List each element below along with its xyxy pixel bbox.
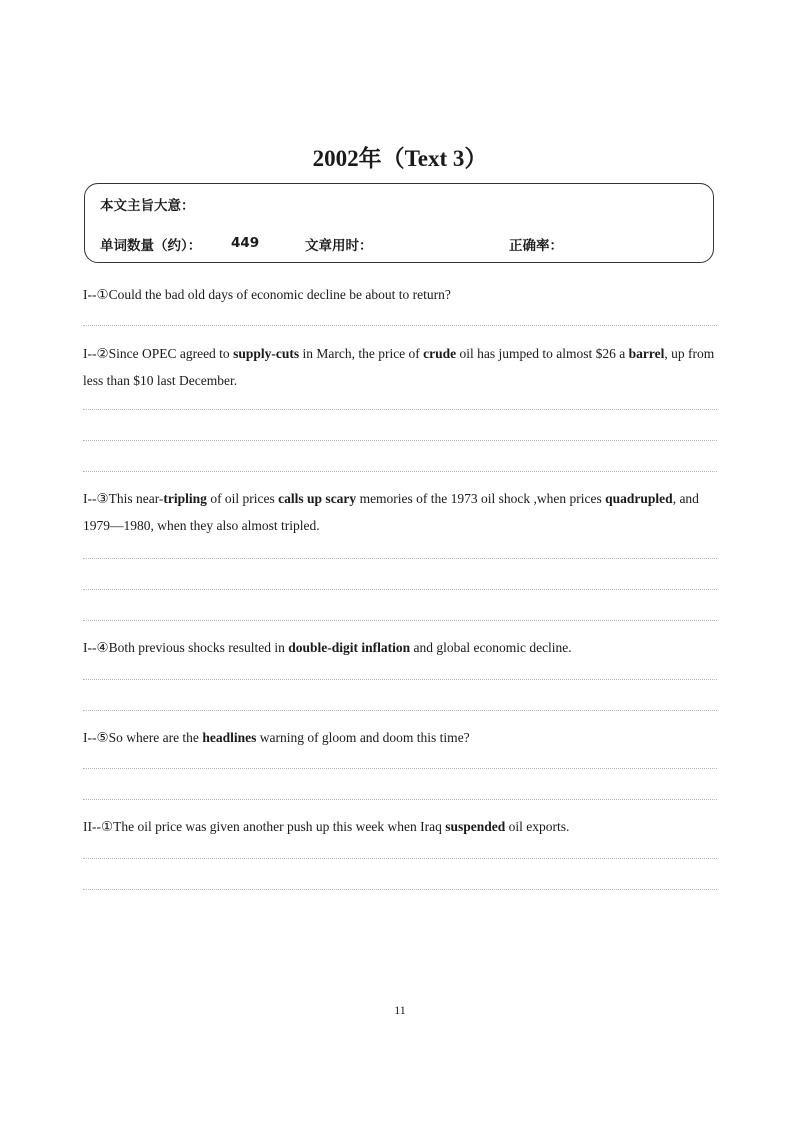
sentence-segment: I--②Since OPEC agreed to	[83, 346, 234, 361]
answer-line	[83, 325, 717, 326]
sentence-segment: I--④Both previous shocks resulted in	[83, 640, 289, 655]
answer-line	[83, 889, 717, 890]
sentence-segment: and global economic decline.	[410, 640, 572, 655]
word-count-label: 单词数量（约）：	[100, 238, 202, 254]
answer-line	[83, 799, 717, 800]
info-box	[84, 183, 714, 263]
answer-line	[83, 440, 717, 441]
vocab-bold: suspended	[445, 819, 506, 834]
sentence-segment: in March, the price of	[299, 346, 424, 361]
sentence-3	[83, 485, 718, 539]
answer-line	[83, 471, 717, 472]
page-title: 2002年（Text 3）	[312, 146, 488, 171]
vocab-bold: tripling	[163, 491, 207, 506]
answer-line	[83, 558, 717, 559]
word-count-value: 449	[231, 235, 260, 251]
answer-line	[83, 589, 717, 590]
answer-line	[83, 858, 717, 859]
sentence-segment: I--①Could the bad old days of economic decline be about to return?	[83, 287, 451, 302]
vocab-bold: double-digit inflation	[288, 640, 411, 655]
sentence-segment: of oil prices	[206, 491, 279, 506]
answer-line	[83, 710, 717, 711]
sentence-segment: oil has jumped to almost $26 a	[456, 346, 629, 361]
sentence-segment: , up from less than $10 last December.	[83, 346, 715, 388]
vocab-bold: supply-cuts	[233, 346, 300, 361]
sentence-1	[83, 281, 718, 308]
sentence-segment: I--⑤So where are the	[83, 730, 203, 745]
answer-line	[83, 768, 717, 769]
sentence-segment: oil exports.	[505, 819, 570, 834]
sentence-segment: memories of the 1973 oil shock ,when prices	[356, 491, 606, 506]
sentence-segment: I--③This near-	[83, 491, 164, 506]
main-idea-label: 本文主旨大意：	[100, 198, 195, 214]
vocab-bold: headlines	[202, 730, 257, 745]
answer-line	[83, 620, 717, 621]
vocab-bold: crude	[423, 346, 457, 361]
sentence-segment: II--①The oil price was given another push up this week when Iraq	[83, 819, 446, 834]
sentence-segment: , and 1979—1980, when they also almost tripled.	[83, 491, 699, 533]
sentence-segment: warning of gloom and doom this time?	[256, 730, 470, 745]
answer-line	[83, 409, 717, 410]
sentence-2	[83, 340, 718, 394]
sentence-6	[83, 813, 718, 840]
sentence-4	[83, 634, 718, 661]
time-label: 文章用时：	[305, 238, 373, 254]
answer-line	[83, 679, 717, 680]
vocab-bold: quadrupled	[605, 491, 673, 506]
sentence-5	[83, 724, 718, 751]
vocab-bold: calls up scary	[278, 491, 357, 506]
vocab-bold: barrel	[628, 346, 665, 361]
page-number: 11	[394, 1003, 406, 1017]
accuracy-label: 正确率：	[509, 238, 563, 254]
